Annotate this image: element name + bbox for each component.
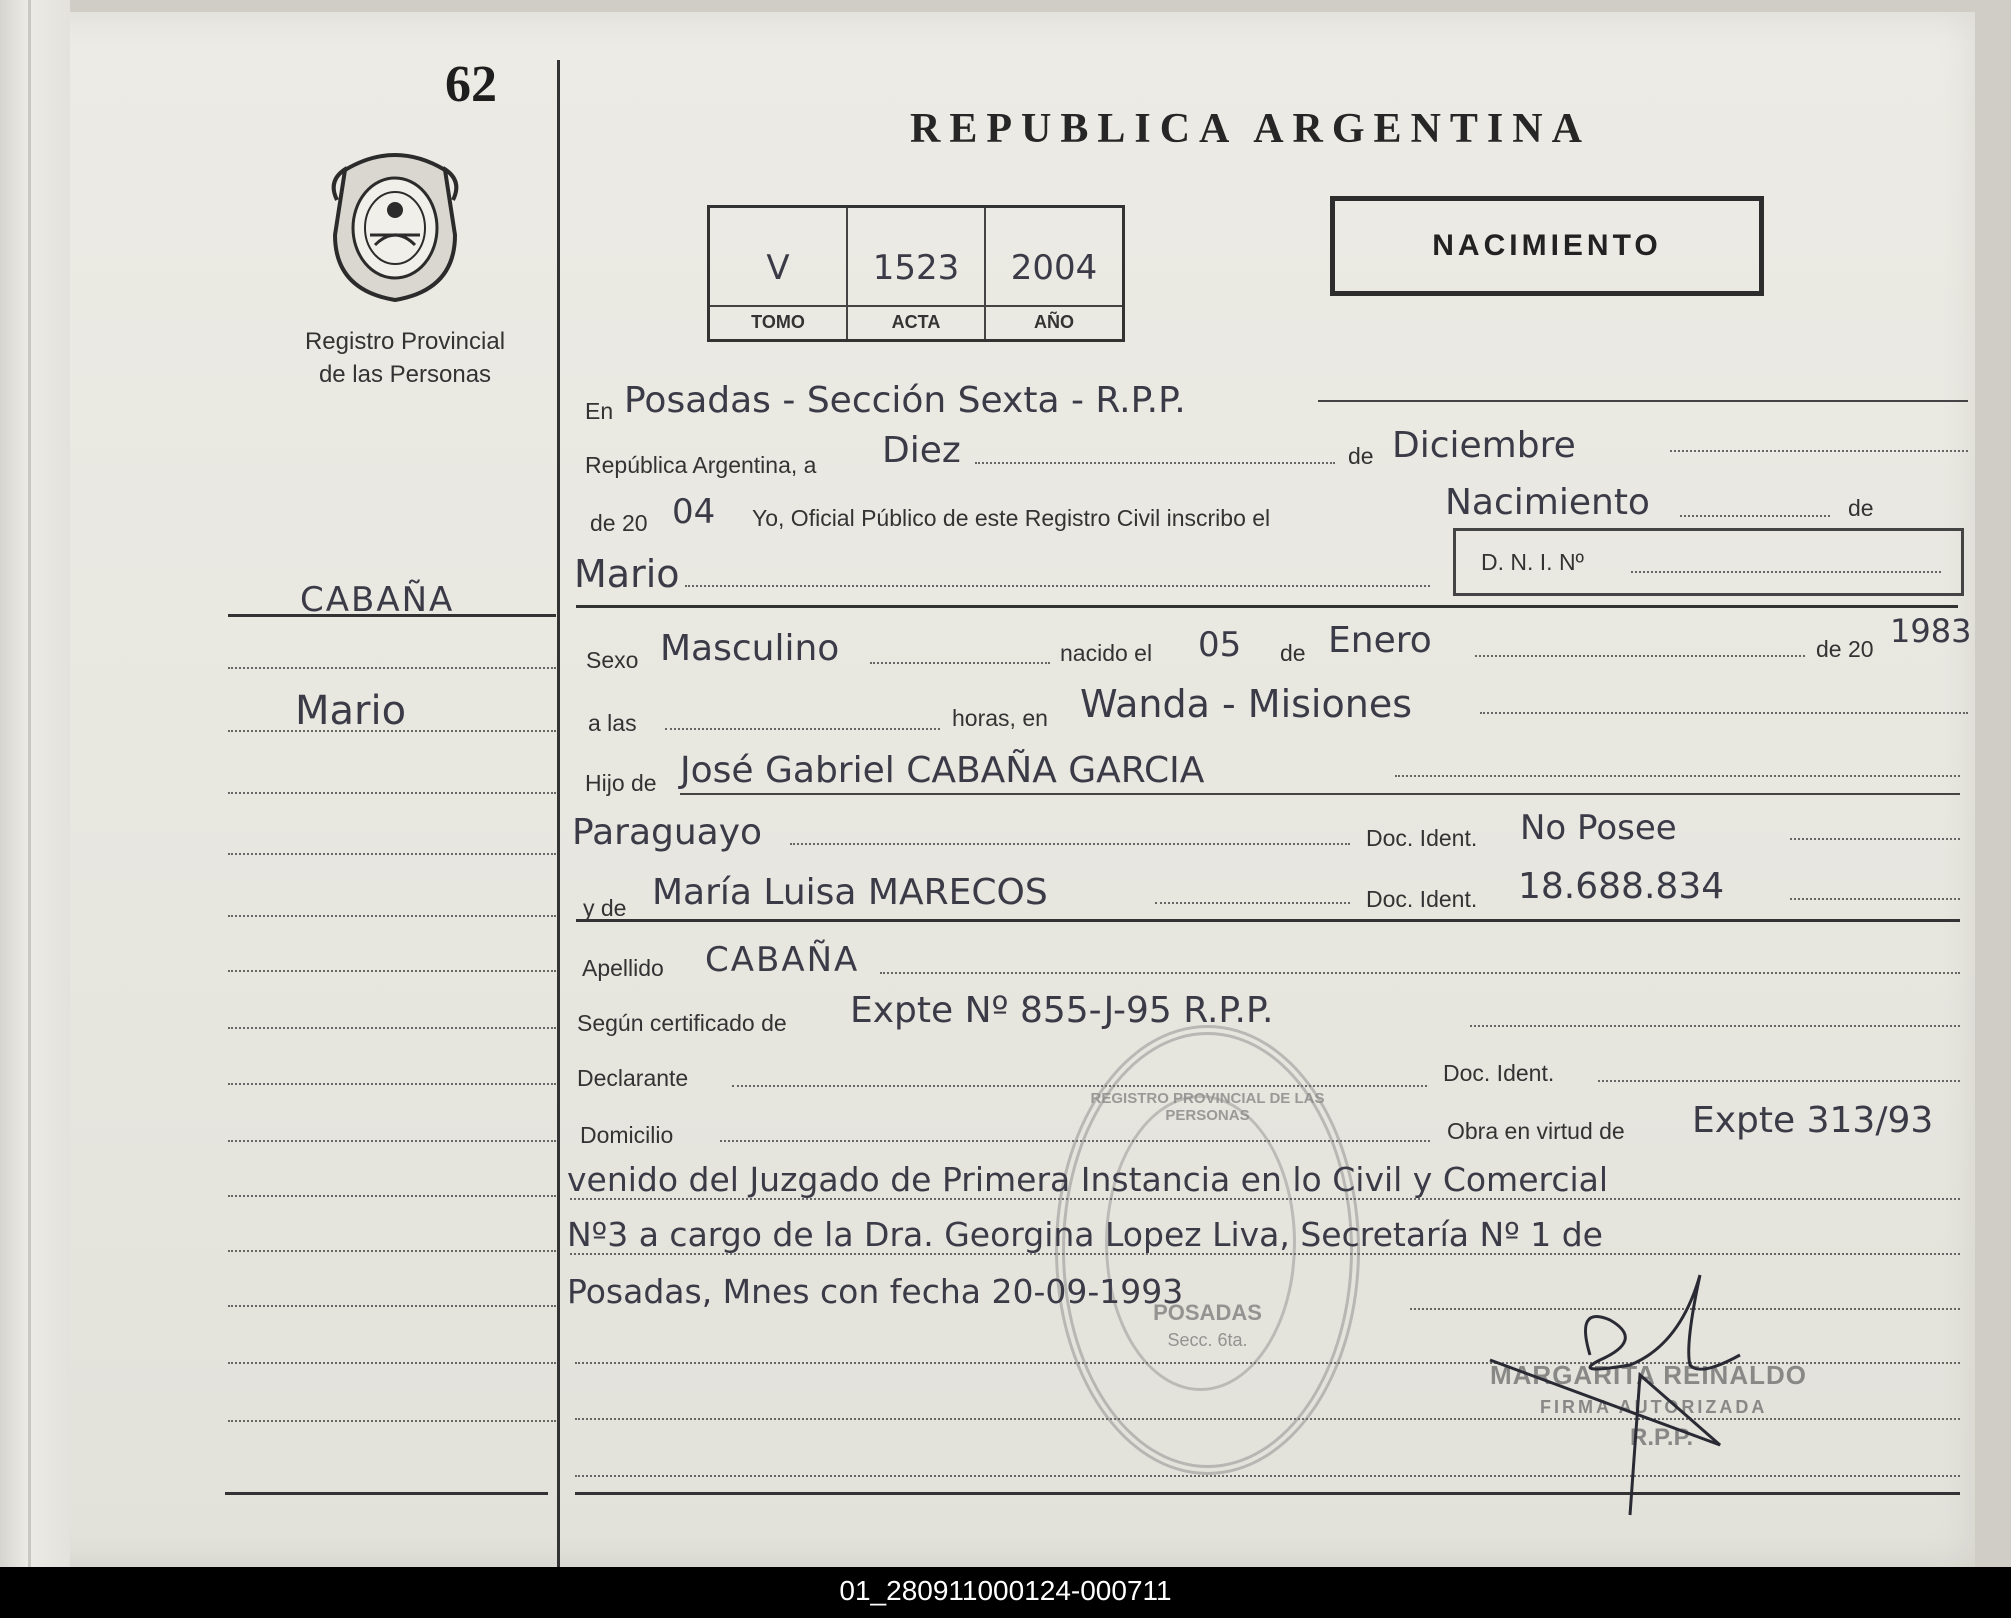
dots-mother-doc (1790, 898, 1960, 900)
rule-section-1 (576, 605, 1958, 608)
entry-father-nationality: Paraguayo (572, 812, 763, 853)
label-de-20: de 20 (590, 510, 648, 536)
entry-name: Mario (574, 552, 680, 596)
entry-mother: María Luisa MARECOS (652, 872, 1048, 913)
registration-box (707, 205, 1125, 342)
dots-dni (1631, 571, 1941, 573)
entry-birth-month: Enero (1328, 620, 1432, 661)
margin-dots (228, 1420, 556, 1422)
entry-birth-day: 05 (1198, 625, 1242, 665)
label-de-month: de (1348, 443, 1374, 469)
margin-dots (228, 915, 556, 917)
dots-mother (1155, 902, 1350, 904)
margin-dots (228, 970, 556, 972)
entry-event: Nacimiento (1445, 482, 1650, 523)
acta-cell (848, 208, 986, 339)
entry-father: José Gabriel CABAÑA GARCIA (680, 750, 1205, 791)
registry-line-1: Registro Provincial (304, 328, 506, 355)
margin-dots (228, 853, 556, 855)
entry-day: Diez (882, 430, 961, 471)
dots-name (685, 585, 1430, 587)
province-seal-icon (325, 140, 465, 305)
column-divider (557, 60, 560, 1567)
dots-declarante (732, 1085, 1427, 1087)
margin-dots (228, 1083, 556, 1085)
dots-month (1670, 450, 1968, 452)
margin-dots (228, 667, 556, 669)
note-line-3: Posadas, Mnes con fecha 20-09-1993 (567, 1272, 1184, 1311)
label-en: En (585, 398, 614, 424)
label-doc-ident-declarante: Doc. Ident. (1443, 1060, 1555, 1086)
entry-certificate: Expte Nº 855-J-95 R.P.P. (850, 990, 1274, 1031)
label-de-birth-month: de (1280, 640, 1306, 666)
note-line-1: venido del Juzgado de Primera Instancia en lo Civil y Comercial (567, 1160, 1609, 1199)
entry-birth-place: Wanda - Misiones (1080, 682, 1412, 726)
margin-rule-bottom (225, 1492, 548, 1495)
country-title: REPUBLICA ARGENTINA (910, 106, 1591, 152)
label-doc-ident-father: Doc. Ident. (1366, 825, 1478, 851)
authorized-title: FIRMA AUTORIZADA (1540, 1397, 1768, 1417)
registry-line-2: de las Personas (318, 361, 492, 388)
tomo-label: TOMO (751, 312, 805, 332)
label-a-las: a las (588, 710, 637, 736)
label-y-de: y de (583, 895, 627, 921)
dots-surname (880, 972, 1960, 974)
registry-name (270, 325, 540, 391)
page-number: 62 (445, 56, 497, 113)
margin-given-name: Mario (295, 688, 407, 734)
record-type-box: NACIMIENTO (1330, 196, 1764, 296)
label-sexo: Sexo (586, 647, 639, 673)
rule-section-2 (576, 919, 1960, 922)
dots-hours (665, 728, 940, 730)
label-de-20-struck: de 20 (1816, 636, 1874, 662)
dots-nationality (790, 843, 1350, 845)
tomo-value: V (766, 248, 790, 288)
dots-day (975, 462, 1335, 464)
dots-note-2 (570, 1253, 1960, 1255)
entry-year-suffix: 04 (672, 492, 716, 532)
dots-father-doc (1790, 838, 1960, 840)
margin-rule-1 (228, 614, 556, 617)
authorized-name: MARGARITA REINALDO (1490, 1360, 1807, 1390)
label-horas-en: horas, en (952, 705, 1048, 731)
dots-certificate (1470, 1025, 1960, 1027)
label-apellido: Apellido (582, 955, 664, 981)
label-doc-ident-mother: Doc. Ident. (1366, 886, 1478, 912)
label-dni: D. N. I. Nº (1481, 549, 1584, 575)
entry-sex: Masculino (660, 628, 840, 669)
seal-ring-text: REGISTRO PROVINCIAL DE LAS PERSONAS (1090, 1090, 1325, 1124)
entry-month: Diciembre (1392, 425, 1576, 466)
label-yo-oficial: Yo, Oficial Público de este Registro Civil inscribo el (752, 505, 1271, 531)
dots-event (1680, 515, 1830, 517)
authorized-org: R.P.P. (1630, 1424, 1694, 1451)
binding-edge (0, 0, 70, 1567)
dots-sex (870, 662, 1050, 664)
label-hijo-de: Hijo de (585, 770, 657, 796)
label-domicilio: Domicilio (580, 1122, 674, 1148)
dots-father (1395, 775, 1960, 777)
margin-dots (228, 1027, 556, 1029)
entry-mother-doc: 18.688.834 (1518, 866, 1725, 907)
dots-birth-place (1480, 712, 1968, 714)
label-nacido-el: nacido el (1060, 640, 1153, 666)
signature-icon (1480, 1265, 1780, 1525)
seal-city: POSADAS (1153, 1300, 1262, 1325)
margin-surname: CABAÑA (300, 580, 455, 620)
margin-dots (228, 1362, 556, 1364)
seal-section: Secc. 6ta. (1167, 1330, 1248, 1350)
label-de-name: de (1848, 495, 1874, 521)
label-declarante: Declarante (577, 1065, 689, 1091)
ano-label: AÑO (1034, 312, 1074, 332)
image-caption: 01_280911000124-000711 (839, 1575, 1172, 1606)
acta-value: 1523 (872, 248, 960, 288)
entry-birth-year: 1983 (1890, 612, 1972, 650)
note-line-2: Nº3 a cargo de la Dra. Georgina Lopez Liva, Secretaría Nº 1 de (567, 1215, 1603, 1254)
entry-father-doc: No Posee (1520, 808, 1677, 848)
margin-dots (228, 1140, 556, 1142)
rule-place (1318, 400, 1968, 402)
margin-dots (228, 792, 556, 794)
margin-dots (228, 1305, 556, 1307)
ano-value: 2004 (1010, 248, 1098, 288)
tomo-cell (710, 208, 848, 339)
entry-by-virtue: Expte 313/93 (1692, 1100, 1934, 1141)
dots-birth-month (1475, 655, 1805, 657)
entry-surname: CABAÑA (705, 940, 860, 980)
margin-dots (228, 1195, 556, 1197)
margin-dots (228, 1250, 556, 1252)
label-republica: República Argentina, a (585, 452, 817, 478)
acta-label: ACTA (891, 312, 941, 332)
dots-declarante-doc (1598, 1080, 1960, 1082)
ano-cell (986, 208, 1122, 339)
rule-father (680, 793, 1960, 795)
margin-dots (228, 730, 556, 732)
label-segun-certificado: Según certificado de (577, 1010, 787, 1036)
entry-place: Posadas - Sección Sexta - R.P.P. (624, 380, 1186, 421)
dots-note-1 (570, 1198, 1960, 1200)
dni-box (1453, 528, 1964, 596)
label-obra-en-virtud: Obra en virtud de (1447, 1118, 1625, 1144)
